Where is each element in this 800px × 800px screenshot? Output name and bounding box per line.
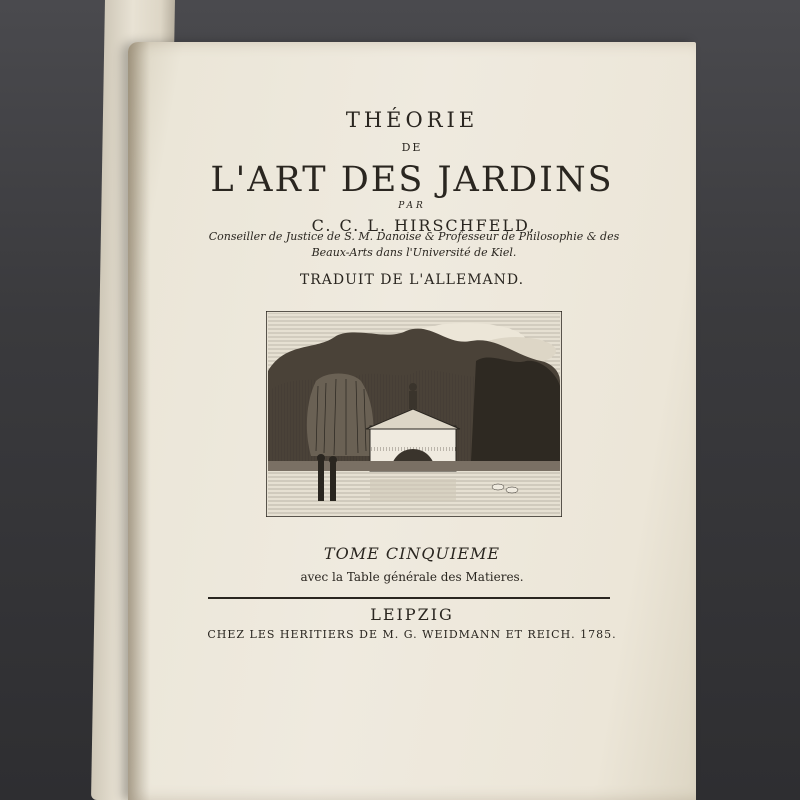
- author-credentials-2: Beaux-Arts dans l'Université de Kiel.: [311, 246, 517, 259]
- publisher-line: CHEZ LES HERITIERS DE M. G. WEIDMANN ET REICH. 1785.: [207, 628, 617, 641]
- par-label: PAR: [398, 201, 426, 211]
- title-line-2: DE: [401, 141, 423, 154]
- title-line-1: THÉORIE: [345, 108, 479, 132]
- publication-city: LEIPZIG: [370, 605, 454, 624]
- volume-title: TOME CINQUIEME: [323, 544, 501, 563]
- divider-rule: [208, 597, 610, 599]
- spine-shadow: [128, 42, 150, 800]
- author-name: C. C. L. HIRSCHFELD,: [311, 216, 537, 235]
- garden-engraving: [266, 311, 562, 517]
- main-title: L'ART DES JARDINS: [210, 160, 614, 200]
- translation-note: TRADUIT DE L'ALLEMAND.: [299, 272, 525, 288]
- author-credentials-1: Conseiller de Justice de S. M. Danoise & Professeur de Philosophie & des: [208, 230, 620, 243]
- volume-note: avec la Table générale des Matieres.: [300, 570, 524, 584]
